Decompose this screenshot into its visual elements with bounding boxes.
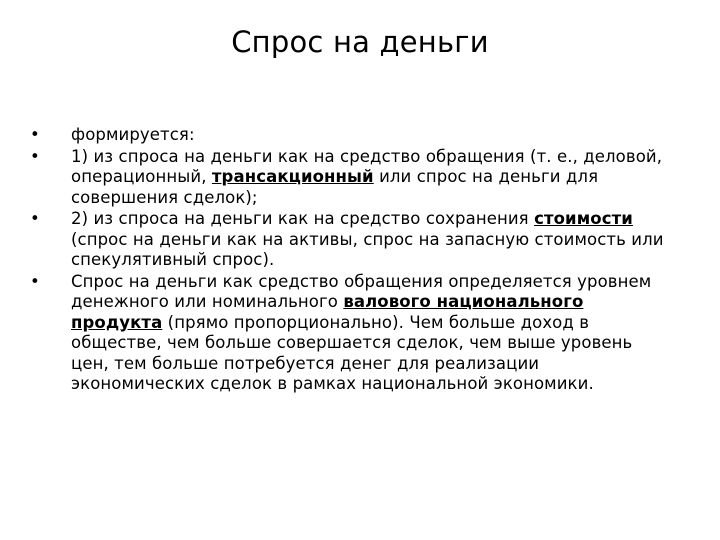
- bullet-text: 2) из спроса на деньги как на средство сохранения: [71, 209, 535, 228]
- bullet-icon: •: [30, 146, 40, 166]
- term-transactional[interactable]: трансакционный: [211, 167, 374, 186]
- bullet-text: (спрос на деньги как на активы, спрос на запасную стоимость или спекулятивный спрос).: [71, 229, 664, 269]
- bullet-item-forms: [30, 125, 670, 146]
- slide-title: Спрос на деньги: [231, 25, 489, 59]
- bullet-item-gnp: [30, 272, 670, 395]
- bullet-icon: •: [30, 271, 40, 291]
- bullet-item-transaction-demand: [30, 147, 670, 209]
- term-value[interactable]: стоимости: [534, 209, 633, 228]
- bullet-text: (прямо пропорционально). Чем больше доход в обществе, чем больше совершается сделок, чем выше уровень цен, тем больше потребуется денег для реализации экономических сделок в рамках национальной экономики.: [71, 312, 633, 393]
- bullet-text: формируется:: [71, 125, 195, 144]
- bullet-text: 1) из спроса на деньги как на средство обращения (т. е., деловой, операционный,: [71, 146, 663, 186]
- bullet-icon: •: [30, 125, 40, 144]
- bullet-list: [30, 125, 670, 396]
- term-gross-national-product[interactable]: валового национального продукта: [71, 292, 584, 332]
- bullet-item-store-of-value: [30, 209, 670, 271]
- bullet-text: или спрос на деньги для совершения сделок);: [71, 167, 599, 207]
- bullet-text: Спрос на деньги как средство обращения определяется уровнем денежного или номинального: [71, 271, 652, 311]
- bullet-icon: •: [30, 209, 40, 228]
